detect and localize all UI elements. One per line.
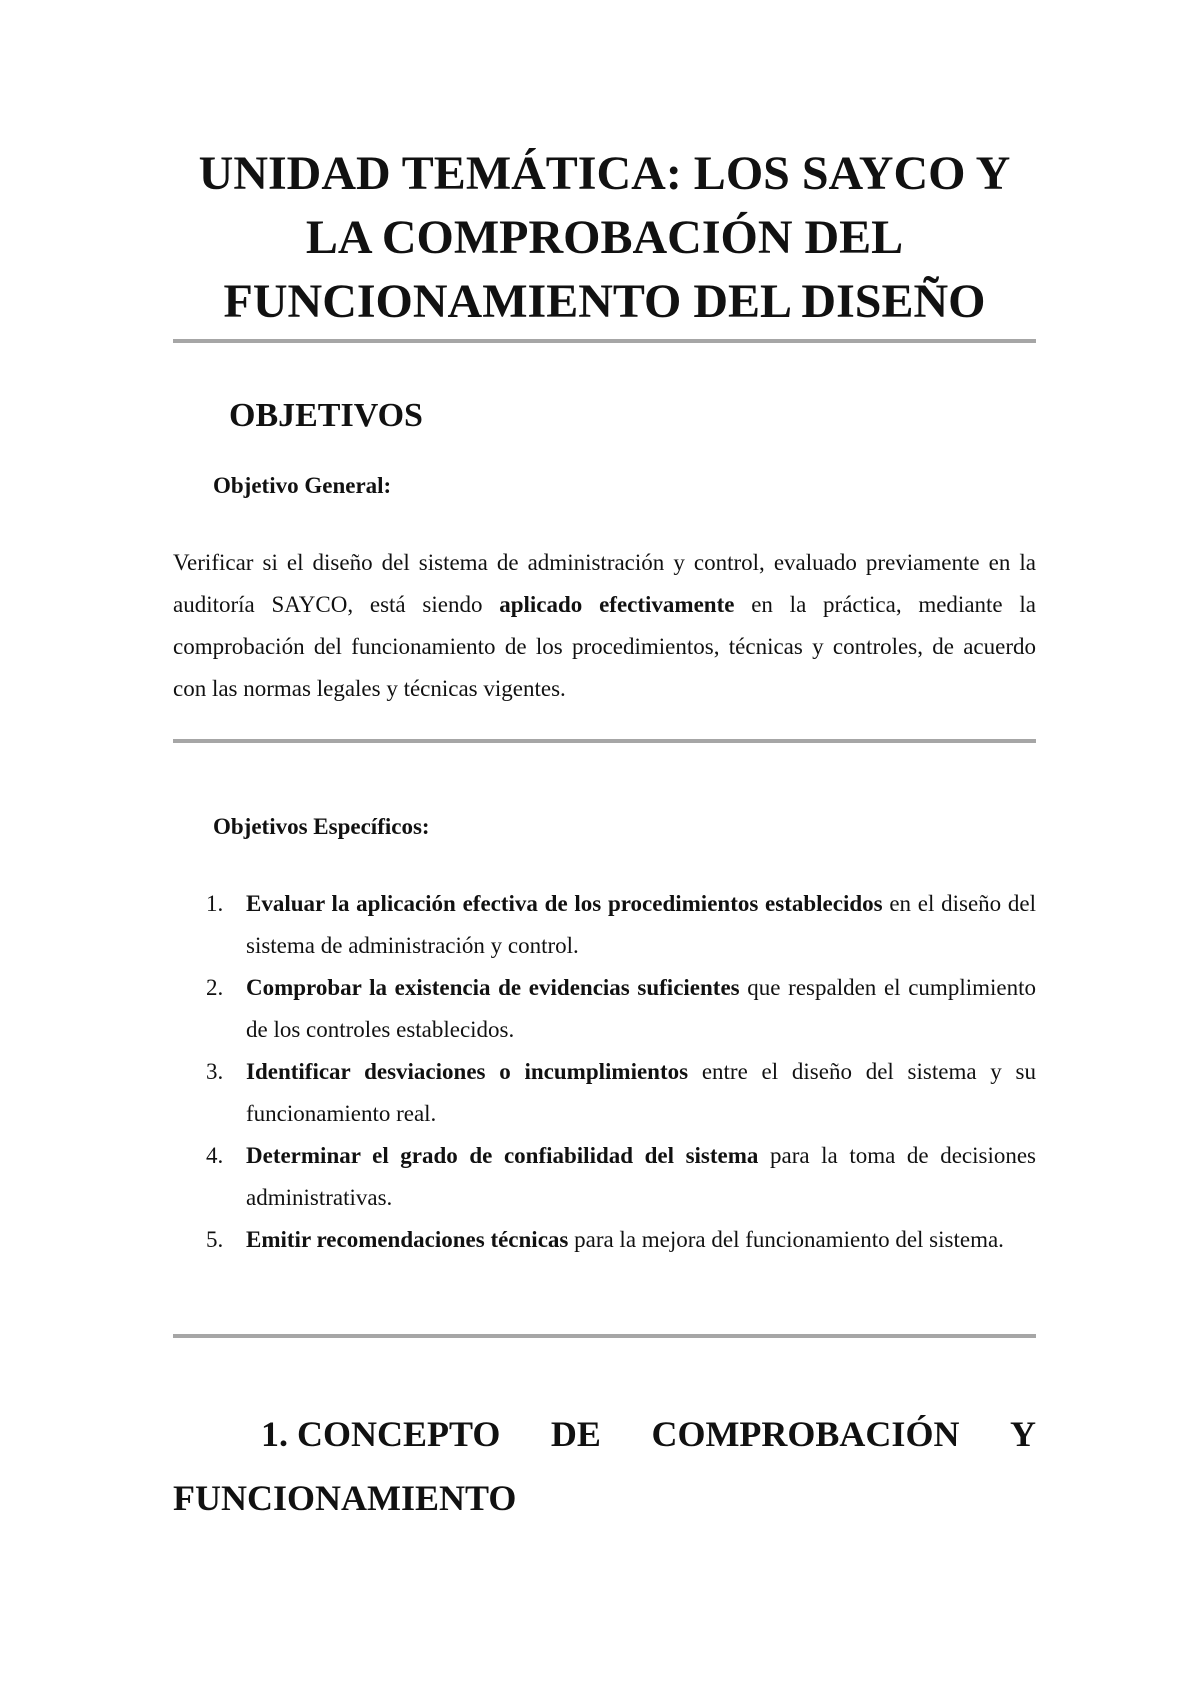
- list-item-bold: Emitir recomendaciones técnicas: [246, 1227, 569, 1252]
- list-item: [173, 883, 1036, 967]
- list-item: [173, 967, 1036, 1051]
- horizontal-rule: [173, 1334, 1036, 1338]
- list-item-number: 3.: [206, 1059, 224, 1084]
- list-item-text: en el diseño del sistema de administración y control.: [246, 891, 1036, 958]
- list-item-bold: Comprobar la existencia de evidencias suficientes: [246, 975, 740, 1000]
- list-item-text: para la toma de decisiones administrativas.: [246, 1143, 1036, 1210]
- horizontal-rule: [173, 739, 1036, 743]
- list-item-text: para la mejora del funcionamiento del sistema.: [568, 1227, 1004, 1252]
- objetivos-heading: OBJETIVOS: [229, 397, 423, 434]
- section-word: CONCEPTO: [297, 1414, 501, 1454]
- list-item-bold: Identificar desviaciones o incumplimientos: [246, 1059, 689, 1084]
- list-item-number: 1.: [206, 891, 224, 916]
- main-title-line-1: UNIDAD TEMÁTICA: LOS SAYCO Y: [198, 147, 1011, 200]
- section-1-heading-line-1: [173, 1402, 1036, 1466]
- general-text-part-1: Verificar si el diseño del sistema de administración y control, evaluado previamente en la auditoría SAYCO, está siendo: [173, 550, 1036, 617]
- section-1-heading-line-2: FUNCIONAMIENTO: [173, 1478, 517, 1518]
- section-word: DE: [550, 1414, 601, 1454]
- list-item-text: que respalden el cumplimiento de los controles establecidos.: [246, 975, 1036, 1042]
- section-number: 1.: [261, 1414, 288, 1454]
- list-item-number: 2.: [206, 975, 224, 1000]
- main-title-line-3: FUNCIONAMIENTO DEL DISEÑO: [223, 275, 986, 328]
- list-item: [173, 1135, 1036, 1219]
- main-title-line-2: LA COMPROBACIÓN DEL: [305, 211, 904, 264]
- list-item: [173, 1051, 1036, 1135]
- list-item-text: entre el diseño del sistema y su funcionamiento real.: [246, 1059, 1037, 1126]
- general-text-part-2: en la práctica, mediante la comprobación del funcionamiento de los procedimientos, técnicas y controles, de acuerdo con las normas legales y técnicas vigentes.: [173, 592, 1036, 701]
- objetivos-especificos-list: [173, 883, 1036, 1261]
- list-item-number: 4.: [206, 1143, 224, 1168]
- horizontal-rule: [173, 339, 1036, 343]
- section-1-number: [261, 1402, 500, 1466]
- list-item: [173, 1219, 1036, 1261]
- list-item-bold: Determinar el grado de confiabilidad del sistema: [246, 1143, 759, 1168]
- objetivo-general-heading: Objetivo General:: [213, 473, 392, 498]
- list-item-bold: Evaluar la aplicación efectiva de los procedimientos establecidos: [246, 891, 883, 916]
- section-word: COMPROBACIÓN: [651, 1414, 960, 1454]
- objetivos-especificos-heading: Objetivos Específicos:: [213, 814, 430, 839]
- list-item-number: 5.: [206, 1227, 224, 1252]
- section-1-heading: [173, 1402, 1036, 1530]
- objetivo-general-paragraph: [173, 542, 1036, 710]
- main-title: [173, 142, 1036, 334]
- general-text-bold: aplicado efectivamente: [499, 592, 735, 617]
- section-word: Y: [1009, 1414, 1036, 1454]
